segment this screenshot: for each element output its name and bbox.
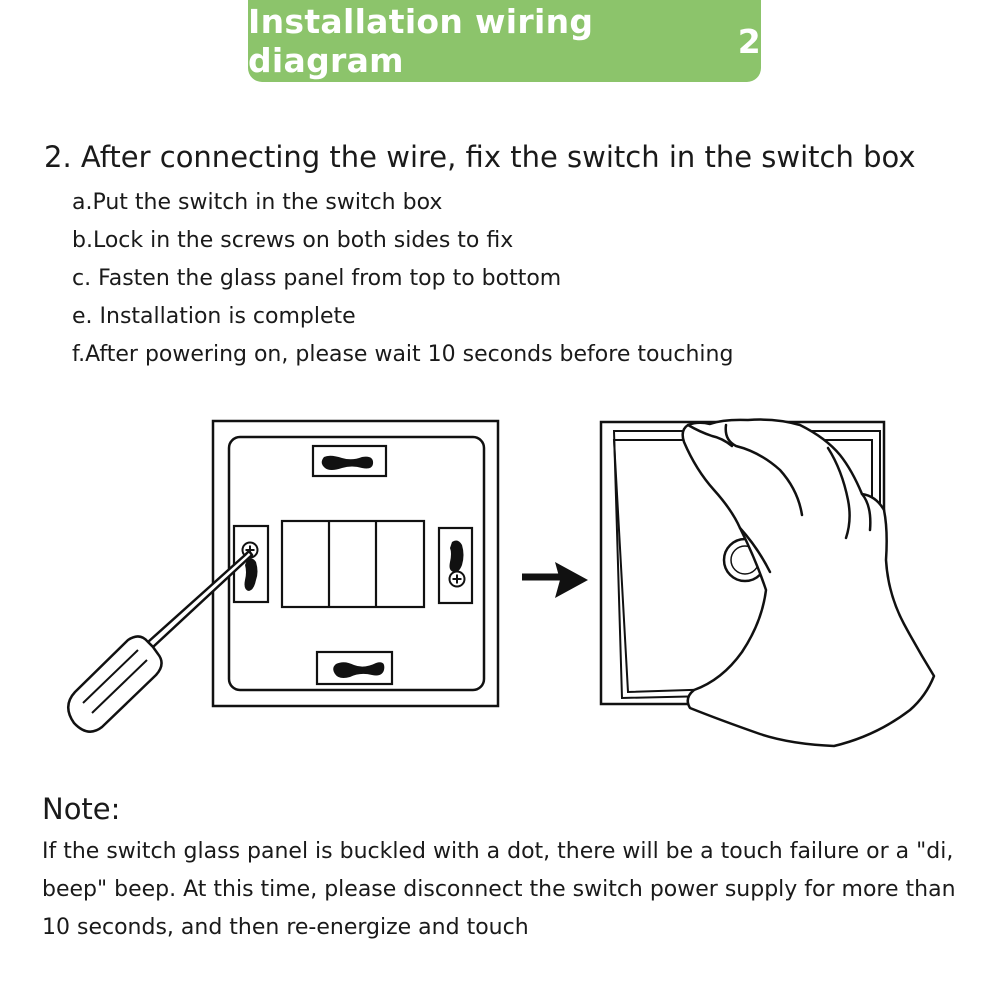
note-heading: Note: [42, 792, 121, 826]
step-item-c: c. Fasten the glass panel from top to bottom [72, 266, 562, 291]
installation-diagram [0, 405, 1002, 755]
step-item-f: f.After powering on, please wait 10 seconds before touching [72, 342, 734, 367]
step-list [72, 184, 733, 374]
step-item-b: b.Lock in the screws on both sides to fix [72, 228, 514, 253]
note-body: If the switch glass panel is buckled with a dot, there will be a touch failure or a "di, beep" beep. At this time, please disconnect the switch power supply for more than 10 seconds, and then re-energize and touch [42, 839, 956, 940]
banner-number: 2 [737, 21, 761, 61]
screwdriver-icon [68, 551, 252, 732]
switch-box-icon [213, 421, 498, 706]
title-banner [248, 0, 761, 82]
step-item-a: a.Put the switch in the switch box [72, 190, 443, 215]
banner-title: Installation wiring diagram [248, 2, 594, 80]
step-item-e: e. Installation is complete [72, 304, 356, 329]
step-title: 2. After connecting the wire, fix the switch in the switch box [44, 140, 916, 174]
hand-icon [683, 420, 934, 746]
arrow-right-icon [522, 562, 588, 598]
